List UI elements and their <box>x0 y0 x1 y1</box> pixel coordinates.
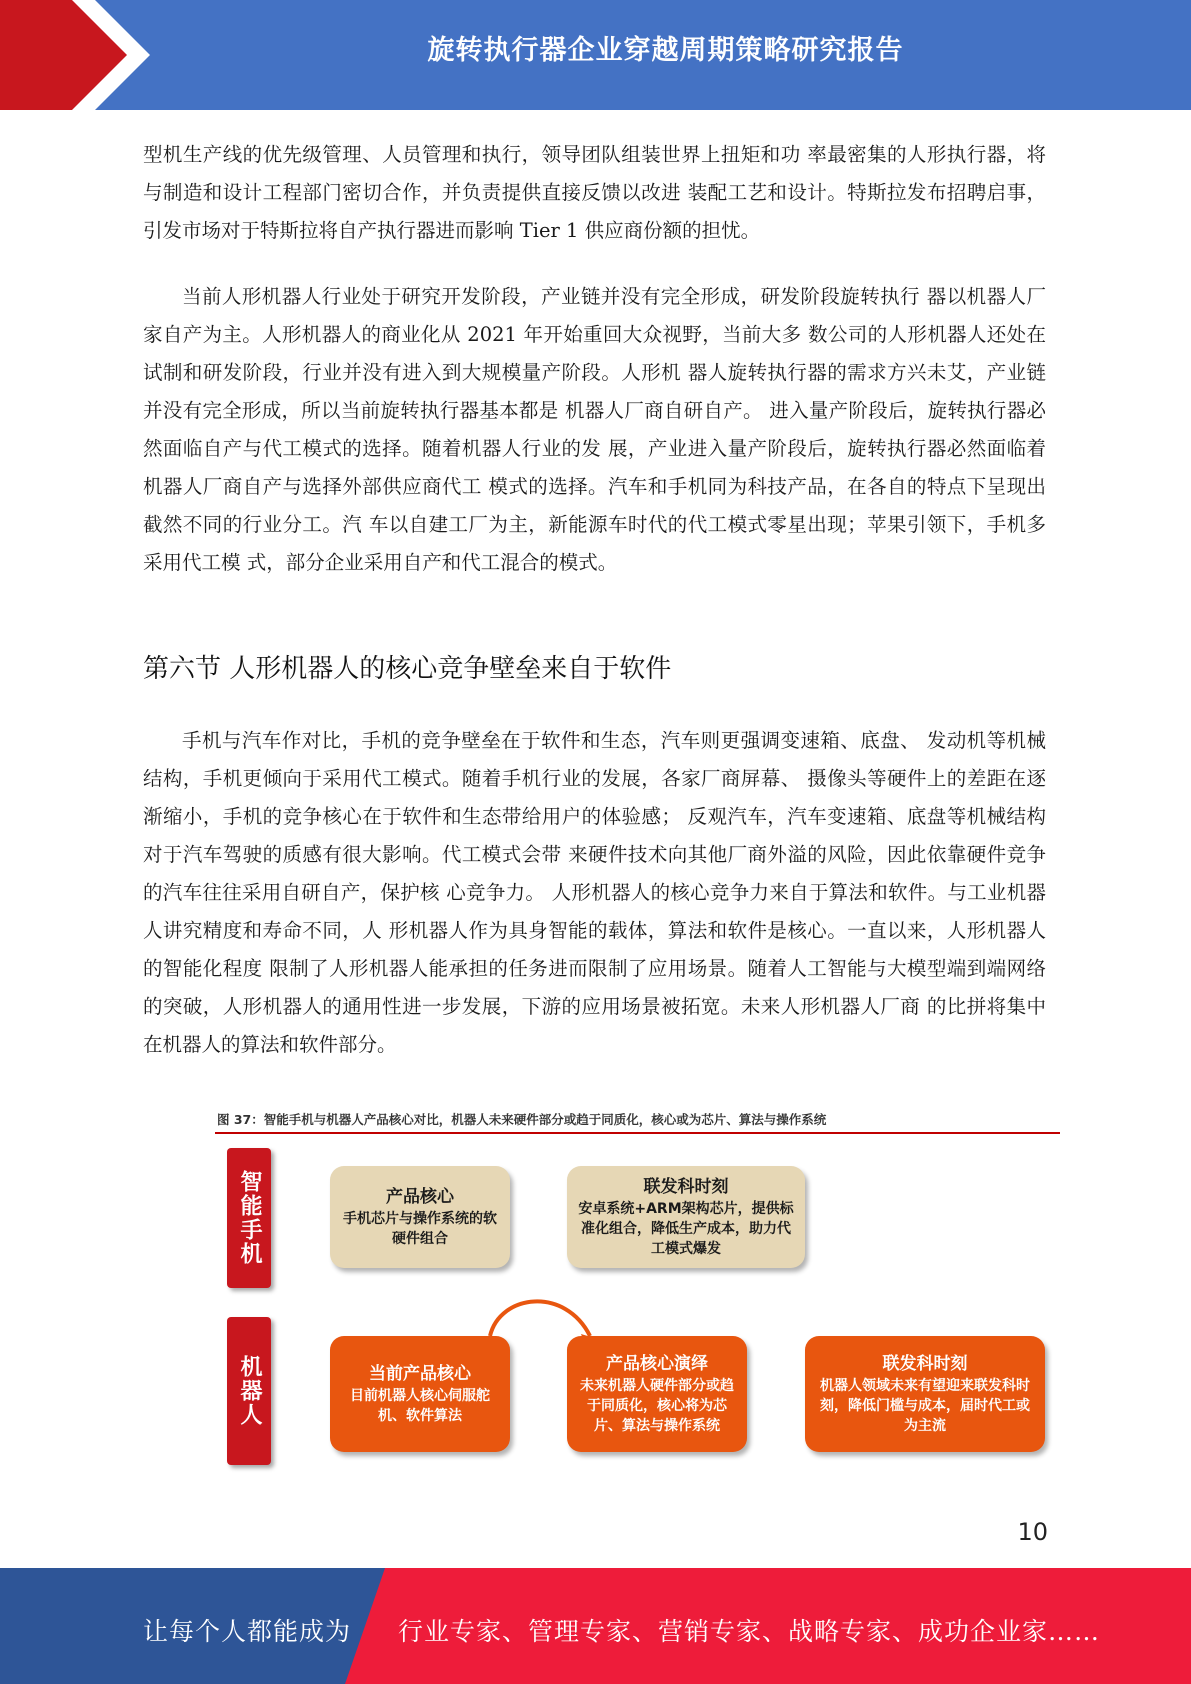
phone-mediatek-title: 联发科时刻 <box>643 1177 729 1197</box>
paragraph-2-container <box>143 278 1046 582</box>
paragraph-1-container <box>143 136 1046 250</box>
page-header <box>0 0 1191 110</box>
robot-core-evolution-title: 产品核心演绎 <box>606 1354 708 1374</box>
paragraph-3: 手机与汽车作对比，手机的竞争壁垒在于软件和生态，汽车则更强调变速箱、底盘、 发动机等机械结构，手机更倾向于采用代工模式。随着手机行业的发展，各家厂商屏幕、 摄像头等硬件上的差距在逐渐缩小，手机的竞争核心在于软件和生态带给用户的体验感； 反观汽车，汽车变速箱、底盘等机械结构对于汽车驾驶的质感有很大影响。代工模式会带 来硬件技术向其他厂商外溢的风险，因此依靠硬件竞争的汽车往往采用自研自产，保护核 心竞争力。 人形机器人的核心竞争力来自于算法和软件。与工业机器人讲究精度和寿命不同，人 形机器人作为具身智能的载体，算法和软件是核心。一直以来，人形机器人的智能化程度 限制了人形机器人能承担的任务进而限制了应用场景。随着人工智能与大模型端到端网络 的突破，人形机器人的通用性进一步发展，下游的应用场景被拓宽。未来人形机器人厂商 的比拼将集中在机器人的算法和软件部分。 <box>143 729 1046 1056</box>
paragraph-1: 型机生产线的优先级管理、人员管理和执行，领导团队组装世界上扭矩和功 率最密集的人形执行器，将与制造和设计工程部门密切合作，并负责提供直接反馈以改进 装配工艺和设计。特斯拉发布招聘启事，引发市场对于特斯拉将自产执行器进而影响 Tier 1 供应商份额的担忧。 <box>143 143 1046 242</box>
figure-caption: 图 37：智能手机与机器人产品核心对比，机器人未来硬件部分或趋于同质化，核心或为芯片、算法与操作系统 <box>217 1112 827 1127</box>
paragraph-2: 当前人形机器人行业处于研究开发阶段，产业链并没有完全形成，研发阶段旋转执行 器以机器人厂家自产为主。人形机器人的商业化从 2021 年开始重回大众视野，当前大多 数公司的人形机器人还处在试制和研发阶段，行业并没有进入到大规模量产阶段。人形机 器人旋转执行器的需求方兴未艾，产业链并没有完全形成，所以当前旋转执行器基本都是 机器人厂商自研自产。 进入量产阶段后，旋转执行器必然面临自产与代工模式的选择。随着机器人行业的发 展，产业进入量产阶段后，旋转执行器必然面临着机器人厂商自产与选择外部供应商代工 模式的选择。汽车和手机同为科技产品，在各自的特点下呈现出截然不同的行业分工。汽 车以自建工厂为主，新能源车时代的代工模式零星出现；苹果引领下，手机多采用代工模 式，部分企业采用自产和代工混合的模式。 <box>143 285 1046 574</box>
paragraph-3-container <box>143 722 1046 1064</box>
header-title: 旋转执行器企业穿越周期策略研究报告 <box>427 35 904 66</box>
robot-core-evolution-box <box>567 1336 747 1452</box>
robot-current-core-box <box>330 1336 510 1452</box>
phone-mediatek-text: 安卓系统+ARM架构芯片，提供标准化组合，降低生产成本，助力代工模式爆发 <box>578 1201 794 1257</box>
robot-mediatek-box <box>805 1336 1045 1452</box>
robot-core-evolution-text: 未来机器人硬件部分或趋于同质化，核心将为芯片、算法与操作系统 <box>580 1378 734 1434</box>
row-label-smartphone: 智能手机 <box>227 1148 271 1288</box>
row-label-robot: 机器人 <box>227 1317 271 1465</box>
section-title: 第六节 人形机器人的核心竞争壁垒来自于软件 <box>143 654 672 684</box>
phone-core-text: 手机芯片与操作系统的软硬件组合 <box>343 1211 497 1247</box>
robot-current-core-title: 当前产品核心 <box>369 1364 471 1384</box>
page-number: 10 <box>1017 1518 1048 1546</box>
robot-mediatek-text: 机器人领域未来有望迎来联发科时刻，降低门槛与成本，届时代工或为主流 <box>820 1378 1030 1434</box>
footer-slogan-right: 行业专家、管理专家、营销专家、战略专家、成功企业家…… <box>398 1617 1101 1646</box>
robot-mediatek-title: 联发科时刻 <box>882 1354 968 1374</box>
figure-37 <box>215 1104 1060 1484</box>
robot-current-core-text: 目前机器人核心伺服舵机、软件算法 <box>350 1388 490 1424</box>
page-footer <box>0 1568 1191 1684</box>
phone-core-title: 产品核心 <box>386 1187 454 1207</box>
footer-slogan-left: 让每个人都能成为 <box>143 1617 352 1646</box>
